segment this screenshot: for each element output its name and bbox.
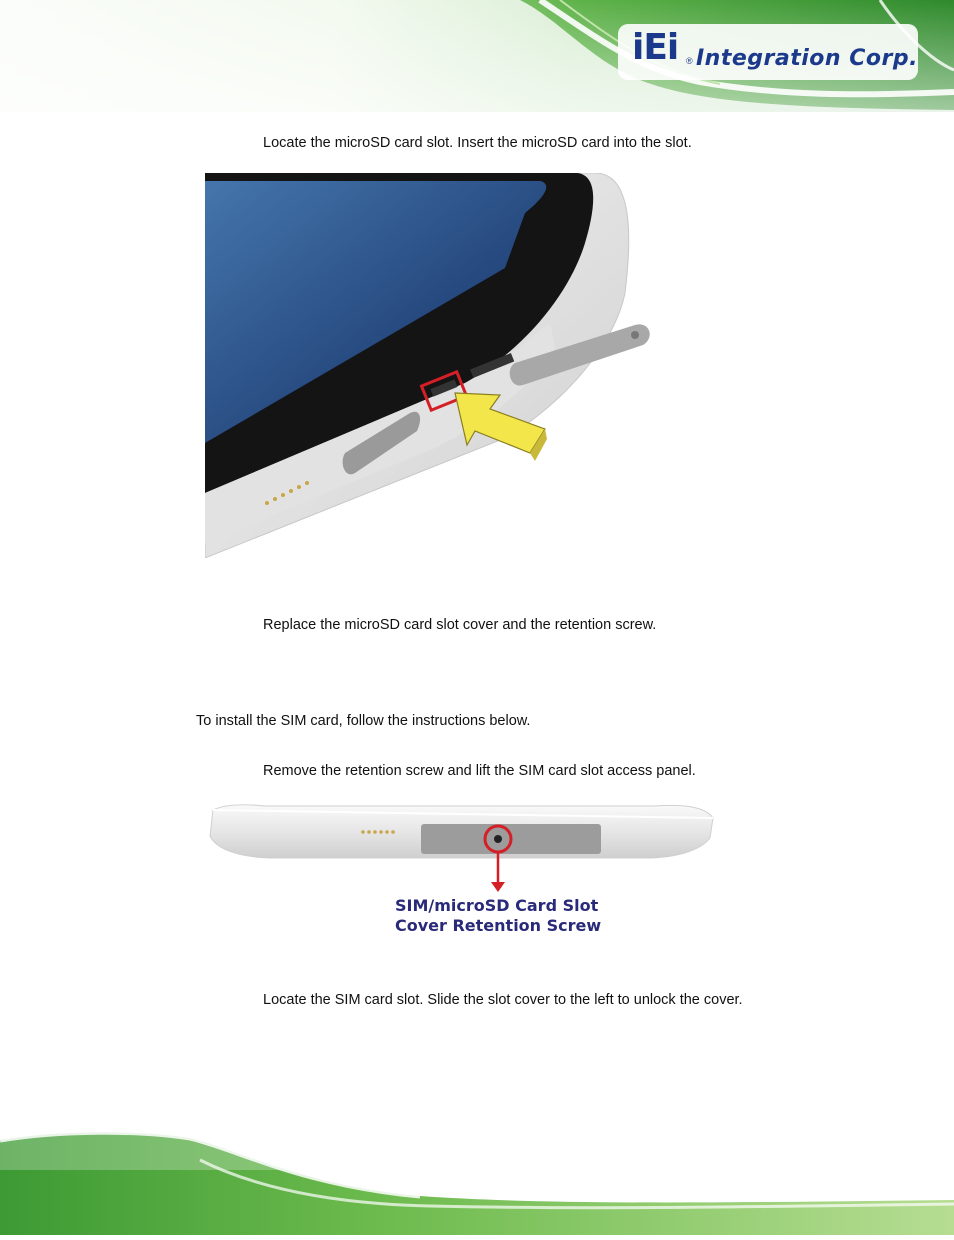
- footer-green-swoosh: [0, 1130, 954, 1235]
- step-replace-cover: Replace the microSD card slot cover and the retention screw.: [263, 617, 657, 633]
- retention-screw-icon: [494, 835, 502, 843]
- company-name: Integration Corp.: [696, 46, 918, 71]
- figure-retention-screw: [205, 796, 717, 941]
- step-locate-sim: Locate the SIM card slot. Slide the slot cover to the left to unlock the cover.: [263, 992, 743, 1008]
- tablet-corner-illustration: [205, 173, 665, 558]
- sim-install-intro: To install the SIM card, follow the instructions below.: [196, 713, 531, 729]
- step-insert-microsd: Locate the microSD card slot. Insert the microSD card into the slot.: [263, 135, 692, 151]
- header-banner: [0, 0, 954, 112]
- callout-label-line1: SIM/microSD Card Slot: [395, 896, 599, 915]
- callout-label-line2: Cover Retention Screw: [395, 916, 602, 935]
- callout-arrow-icon: [491, 882, 505, 892]
- logo-registered-mark: ®: [686, 56, 693, 66]
- step-remove-screw: Remove the retention screw and lift the SIM card slot access panel.: [263, 763, 696, 779]
- iei-logo-mark: iEi: [632, 27, 679, 68]
- figure-microsd-slot: [205, 173, 665, 558]
- footer-banner: [0, 1130, 954, 1235]
